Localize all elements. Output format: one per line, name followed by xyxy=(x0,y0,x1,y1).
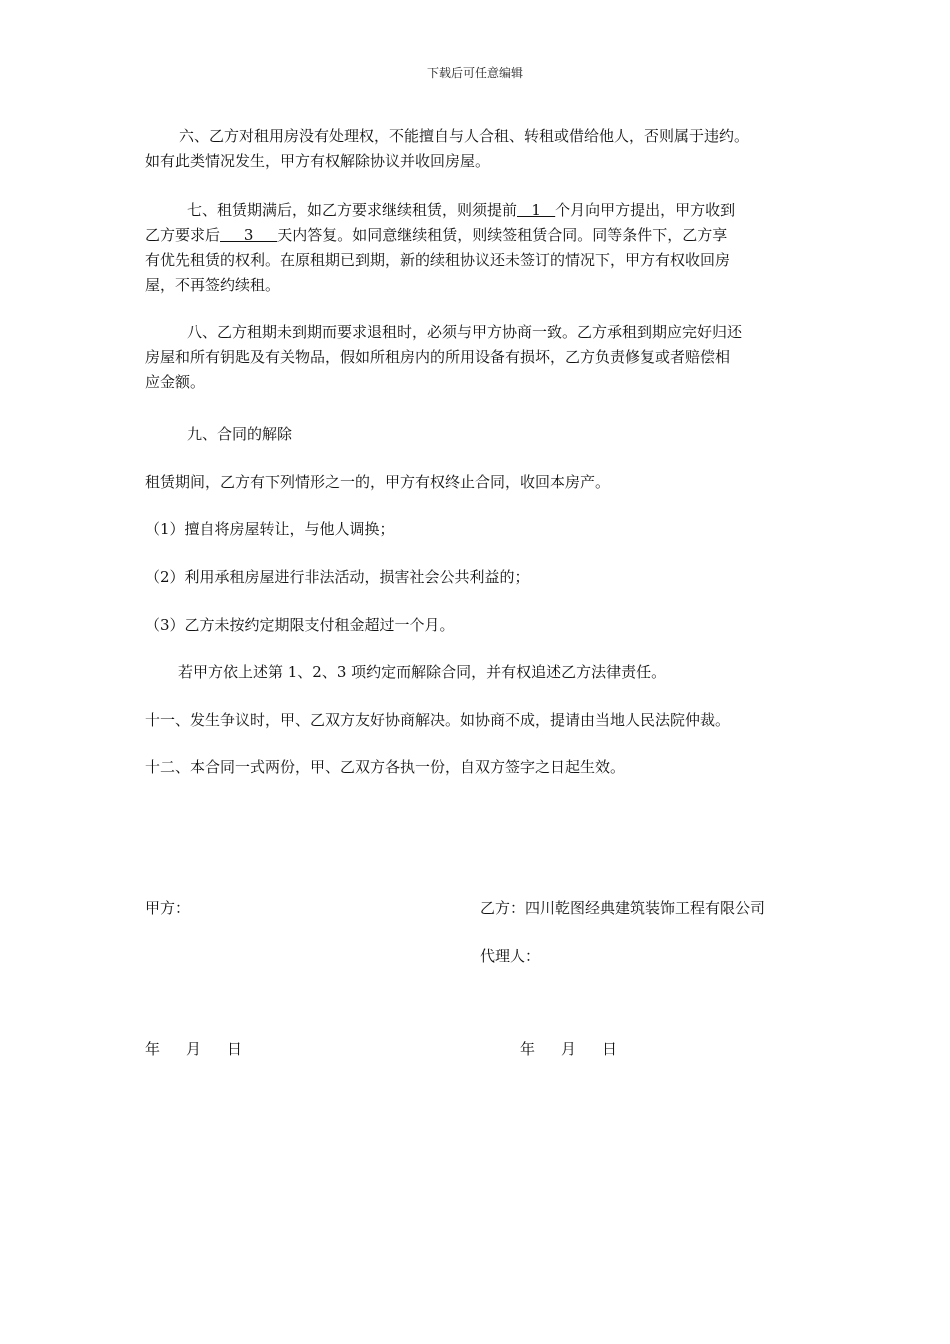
clause-9-intro: 租赁期间，乙方有下列情形之一的，甲方有权终止合同，收回本房产。 xyxy=(145,473,611,491)
clause-7-line-4: 屋，不再签约续租。 xyxy=(145,276,281,294)
party-b-date-year: 年 xyxy=(520,1040,536,1058)
clause-7 xyxy=(145,198,815,298)
reply-days-blank: 3 xyxy=(220,226,278,244)
clause-8-line-1: 八、乙方租期未到期而要求退租时，必须与甲方协商一致。乙方承租到期应完好归还 xyxy=(187,323,743,341)
party-b-date-day: 日 xyxy=(602,1040,618,1058)
party-a-date-year: 年 xyxy=(145,1040,161,1058)
clause-7-text-d: 天内答复。如同意继续租赁，则续签租赁合同。同等条件下，乙方享 xyxy=(277,226,728,244)
clause-6-line-1: 六、乙方对租用房没有处理权，不能擅自与人合租、转租或借给他人，否则属于违约。 xyxy=(179,127,750,145)
clause-9-conclusion: 若甲方依上述第 1、2、3 项约定而解除合同，并有权追述乙方法律责任。 xyxy=(178,663,667,681)
clause-6-line-2: 如有此类情况发生，甲方有权解除协议并收回房屋。 xyxy=(145,152,491,170)
clause-9-item-2: （2）利用承租房屋进行非法活动，损害社会公共利益的； xyxy=(145,568,530,586)
clause-12: 十二、本合同一式两份，甲、乙双方各执一份，自双方签字之日起生效。 xyxy=(145,758,626,776)
clause-7-line-1 xyxy=(145,198,815,223)
party-a-date-month: 月 xyxy=(186,1040,202,1058)
party-a-date-day: 日 xyxy=(227,1040,243,1058)
agent-label: 代理人： xyxy=(480,947,541,965)
party-a-label: 甲方： xyxy=(145,899,191,917)
clause-9-item-3: （3）乙方未按约定期限支付租金超过一个月。 xyxy=(145,616,455,634)
clause-7-text-a: 七、租赁期满后，如乙方要求继续租赁，则须提前 xyxy=(187,201,518,219)
clause-7-text-c: 乙方要求后 xyxy=(145,226,221,244)
party-b-date-month: 月 xyxy=(561,1040,577,1058)
party-a-date xyxy=(145,1038,242,1059)
party-b-label: 乙方：四川乾图经典建筑装饰工程有限公司 xyxy=(480,899,766,917)
clause-9-title: 九、合同的解除 xyxy=(187,425,293,443)
clause-9-item-1: （1）擅自将房屋转让，与他人调换； xyxy=(145,520,395,538)
clause-8 xyxy=(145,320,815,395)
page-header: 下载后可任意编辑 xyxy=(426,66,523,80)
notice-months-blank: 1 xyxy=(517,201,556,219)
clause-7-line-2 xyxy=(145,223,815,248)
clause-7-line-3: 有优先租赁的权利。在原租期已到期，新的续租协议还未签订的情况下，甲方有权收回房 xyxy=(145,251,731,269)
party-b-date xyxy=(520,1038,617,1059)
clause-11: 十一、发生争议时，甲、乙双方友好协商解决。如协商不成，提请由当地人民法院仲裁。 xyxy=(145,711,731,729)
clause-7-text-b: 个月向甲方提出，甲方收到 xyxy=(555,201,736,219)
clause-8-line-3: 应金额。 xyxy=(145,373,206,391)
clause-6 xyxy=(145,124,815,174)
clause-8-line-2: 房屋和所有钥匙及有关物品，假如所租房内的所用设备有损坏，乙方负责修复或者赔偿相 xyxy=(145,348,731,366)
